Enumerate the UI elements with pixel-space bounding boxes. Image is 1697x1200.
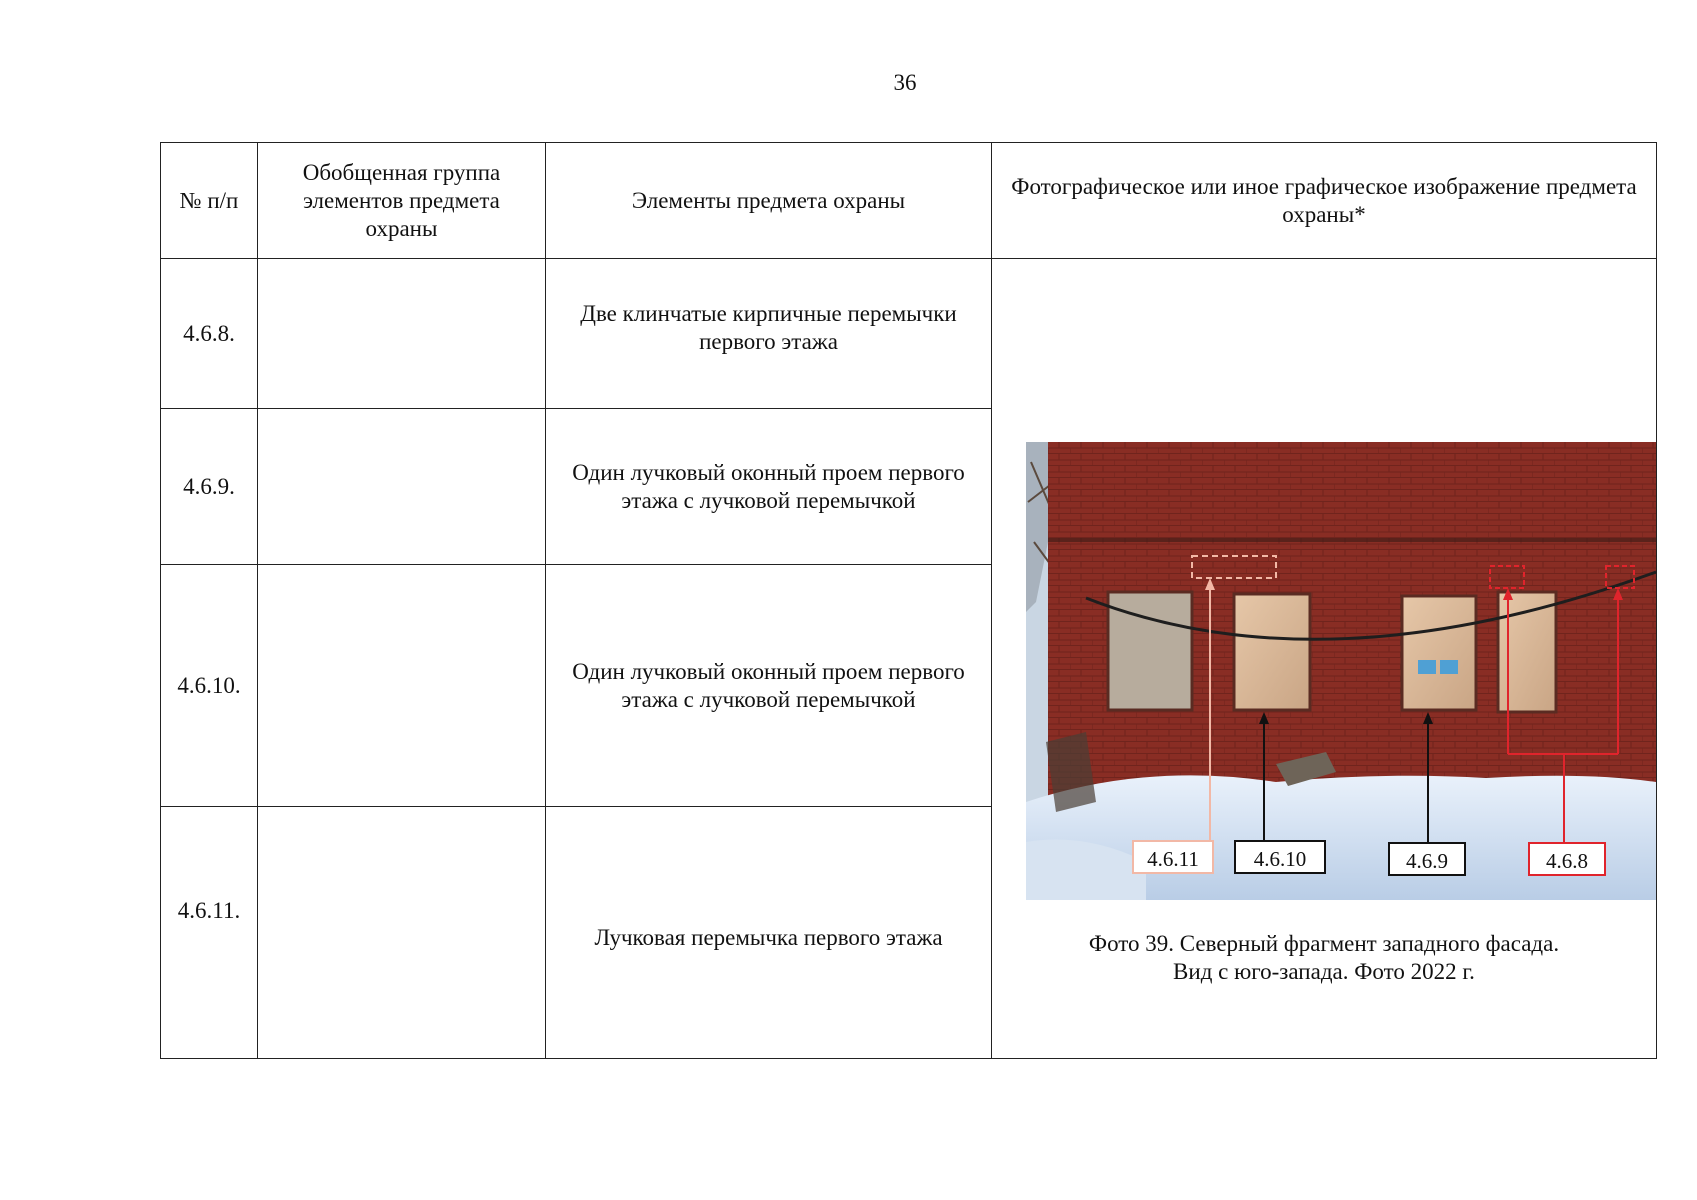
row-element: Один лучковый оконный проем первого этажа с лучковой перемычкой [546,565,992,807]
facade-photo-image [1026,442,1656,900]
table-row [161,259,1657,409]
label-4-6-11: 4.6.11 [1132,840,1214,874]
row-num: 4.6.9. [161,409,258,565]
header-num: № п/п [161,143,258,259]
row-group [258,259,546,409]
photo-caption [992,930,1656,986]
table-header-row [161,143,1657,259]
header-elements: Элементы предмета охраны [546,143,992,259]
row-num: 4.6.8. [161,259,258,409]
photo-cell [992,259,1657,1059]
label-4-6-8: 4.6.8 [1528,842,1606,876]
row-element: Две клинчатые кирпичные перемычки первого этажа [546,259,992,409]
row-group [258,565,546,807]
protection-elements-table [160,142,1657,1059]
row-group [258,409,546,565]
row-num: 4.6.11. [161,807,258,1059]
row-group [258,807,546,1059]
row-num: 4.6.10. [161,565,258,807]
label-4-6-9: 4.6.9 [1388,842,1466,876]
label-4-6-10: 4.6.10 [1234,840,1326,874]
header-photo: Фотографическое или иное графическое изображение предмета охраны* [992,143,1657,259]
photo-caption-line-2: Вид с юго-запада. Фото 2022 г. [1173,958,1475,984]
row-element: Один лучковый оконный проем первого этажа с лучковой перемычкой [546,409,992,565]
header-group: Обобщенная группа элементов предмета охраны [258,143,546,259]
facade-photo [1026,442,1656,900]
row-element: Лучковая перемычка первого этажа [546,807,992,1059]
page-number: 36 [893,70,917,95]
photo-caption-line-1: Фото 39. Северный фрагмент западного фасада. [1088,930,1560,956]
